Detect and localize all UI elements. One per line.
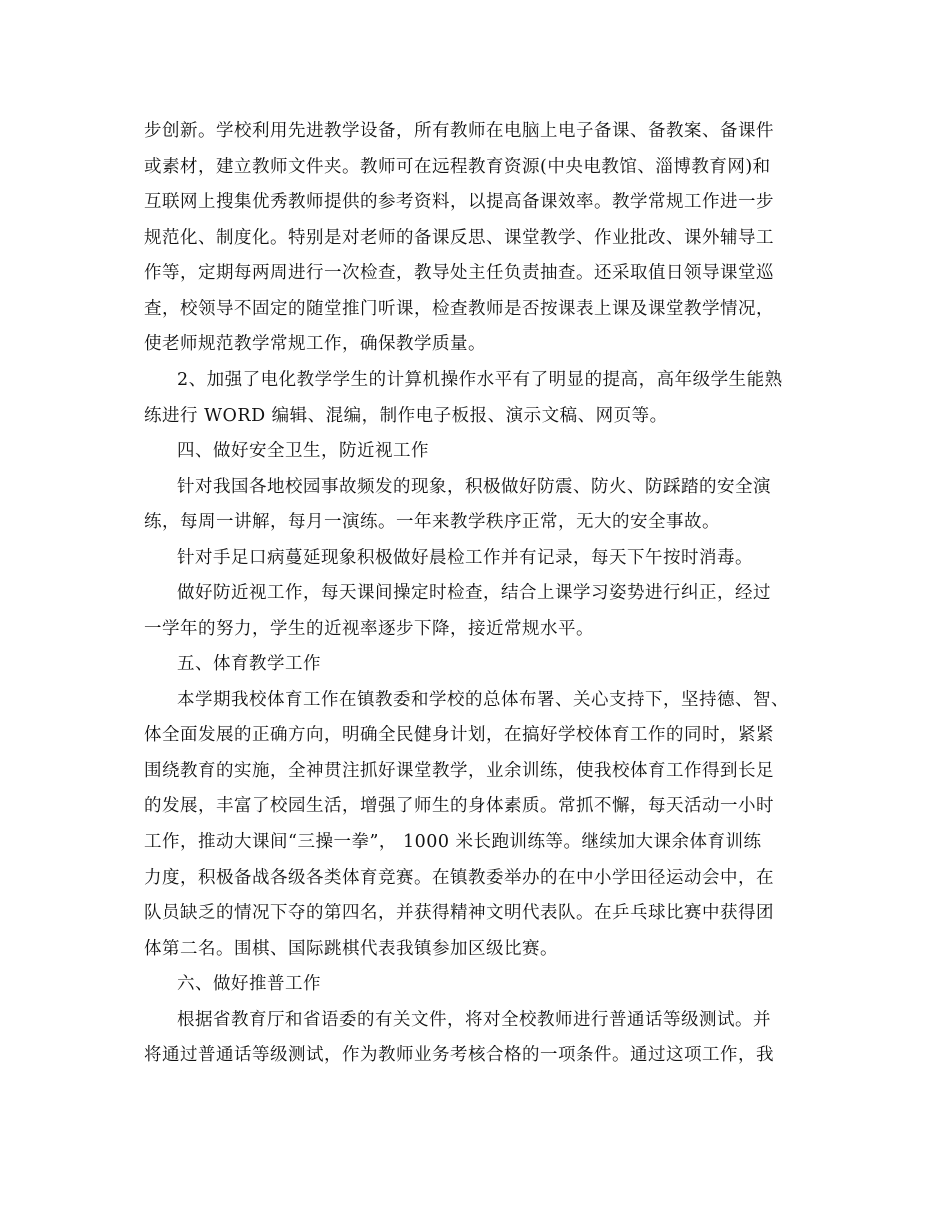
text-line: 工作，推动大课间“三操一拳”， 1000 米长跑训练等。继续加大课余体育训练: [144, 832, 762, 852]
text-line: 2、加强了电化教学学生的计算机操作水平有了明显的提高，高年级学生能熟: [177, 370, 783, 390]
text-line: 体第二名。围棋、国际跳棋代表我镇参加区级比赛。: [144, 939, 558, 959]
text-line: 使老师规范教学常规工作，确保教学质量。: [144, 334, 486, 354]
text-line: 做好防近视工作，每天课间操定时检查，结合上课学习姿势进行纠正，经过: [177, 583, 771, 603]
text-line: 一学年的努力，学生的近视率逐步下降，接近常规水平。: [144, 619, 594, 639]
text-line: 步创新。学校利用先进教学设备，所有教师在电脑上电子备课、备教案、备课件: [144, 121, 774, 141]
text-line: 根据省教育厅和省语委的有关文件，将对全校教师进行普通话等级测试。并: [177, 1010, 771, 1030]
text-line: 本学期我校体育工作在镇教委和学校的总体布署、关心支持下，坚持德、智、: [177, 690, 789, 710]
text-line: 队员缺乏的情况下夺的第四名，并获得精神文明代表队。在乒乓球比赛中获得团: [144, 903, 774, 923]
text-line: 练，每周一讲解，每月一演练。一年来教学秩序正常，无大的安全事故。: [144, 512, 720, 532]
section-heading: 五、体育教学工作: [177, 654, 321, 674]
text-line: 互联网上搜集优秀教师提供的参考资料，以提高备课效率。教学常规工作进一步: [144, 192, 774, 212]
text-line: 体全面发展的正确方向，明确全民健身计划，在搞好学校体育工作的同时，紧紧: [144, 725, 774, 745]
text-line: 查，校领导不固定的随堂推门听课，检查教师是否按课表上课及课堂教学情况，: [144, 299, 774, 319]
text-line: 围绕教育的实施，全神贯注抓好课堂教学，业余训练，使我校体育工作得到长足: [144, 761, 774, 781]
section-heading: 四、做好安全卫生，防近视工作: [177, 441, 429, 461]
text-line: 针对手足口病蔓延现象积极做好晨检工作并有记录，每天下午按时消毒。: [177, 548, 753, 568]
text-line: 的发展，丰富了校园生活，增强了师生的身体素质。常抓不懈，每天活动一小时: [144, 796, 774, 816]
text-line: 或素材，建立教师文件夹。教师可在远程教育资源(中央电教馆、淄博教育网)和: [144, 157, 771, 177]
text-line: 作等，定期每两周进行一次检查，教导处主任负责抽查。还采取值日领导课堂巡: [144, 263, 774, 283]
text-line: 力度，积极备战各级各类体育竞赛。在镇教委举办的在中小学田径运动会中，在: [144, 868, 774, 888]
text-line: 练进行 WORD 编辑、混编，制作电子板报、演示文稿、网页等。: [144, 406, 668, 426]
text-line: 将通过普通话等级测试，作为教师业务考核合格的一项条件。通过这项工作，我: [144, 1045, 774, 1065]
text-line: 规范化、制度化。特别是对老师的备课反思、课堂教学、作业批改、课外辅导工: [144, 228, 774, 248]
section-heading: 六、做好推普工作: [177, 974, 321, 994]
text-line: 针对我国各地校园事故频发的现象，积极做好防震、防火、防踩踏的安全演: [177, 477, 771, 497]
